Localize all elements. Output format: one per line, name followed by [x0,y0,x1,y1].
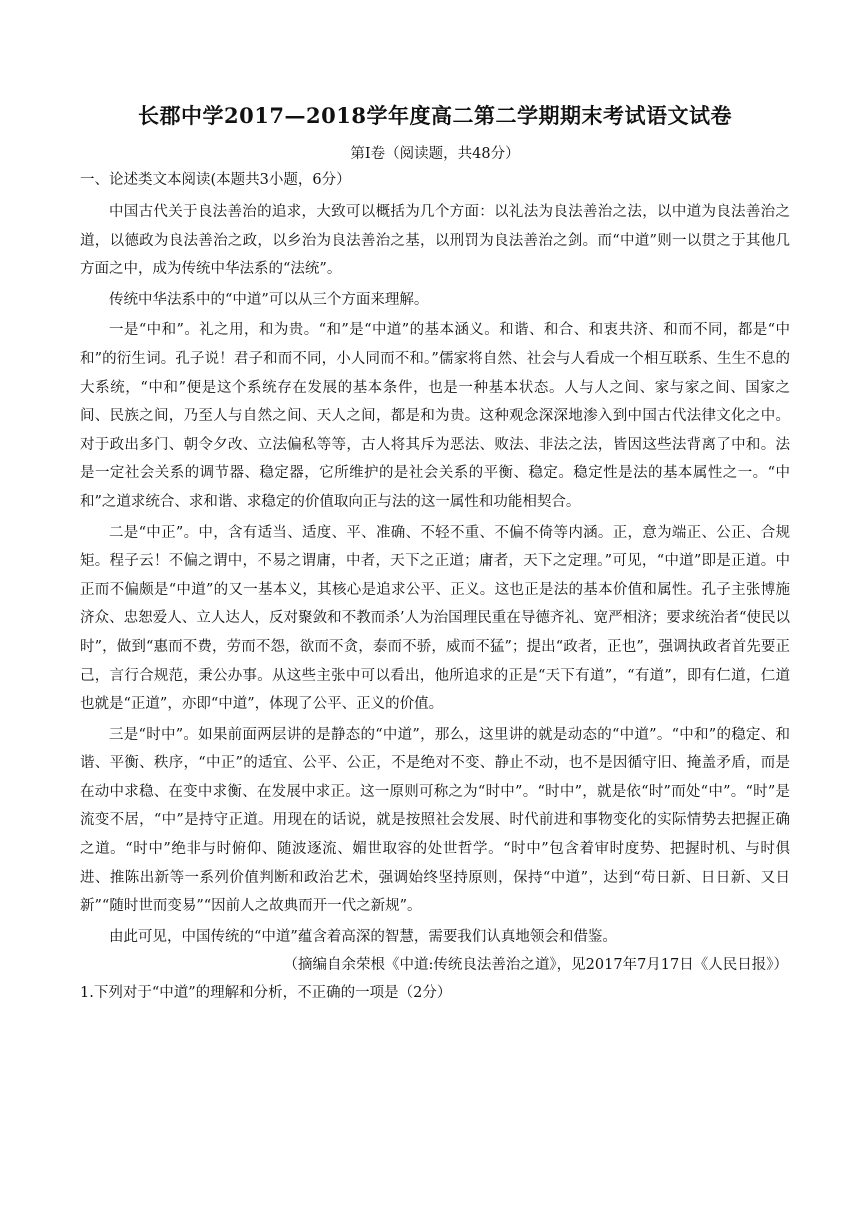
passage-paragraph-1: 中国古代关于良法善治的追求，大致可以概括为几个方面：以礼法为良法善治之法，以中道为良法善治之道，以德政为良法善治之政，以乡治为良法善治之基，以刑罚为良法善治之剑。而“中道”则一以贯之于其他几方面之中，成为传统中华法系的“法统”。 [80,204,790,278]
passage-paragraph-3: 一是“中和”。礼之用，和为贵。“和”是“中道”的基本涵义。和谐、和合、和衷共济、和而不同，都是“中和”的衍生词。孔子说！君子和而不同，小人同而不和。”儒家将自然、社会与人看成一个相互联系、生生不息的大系统，“中和”便是这个系统存在发展的基本条件，也是一种基本状态。人与人之间、家与家之间、国家之间、民族之间，乃至人与自然之间、天人之间，都是和为贵。这种观念深深地渗入到中国古代法律文化之中。对于政出多门、朝令夕改、立法偏私等等，古人将其斥为恶法、败法、非法之法，皆因这些法背离了中和。法是一定社会关系的调节器、稳定器，它所维护的是社会关系的平衡、稳定。稳定性是法的基本属性之一。“中和”之道求统合、求和谐、求稳定的价值取向正与法的这一属性和功能相契合。 [80,322,790,510]
passage-paragraph-5: 三是“时中”。如果前面两层讲的是静态的“中道”，那么，这里讲的就是动态的“中道”。“中和”的稳定、和谐、平衡、秩序，“中正”的适宜、公平、公正，不是绝对不变、静止不动，也不是因循守旧、掩盖矛盾，而是在动中求稳、在变中求衡、在发展中求正。这一原则可称之为“时中”。“时中”，就是依“时”而处“中”。“时”是流变不居，“中”是持守正道。用现在的话说，就是按照社会发展、时代前进和事物变化的实际情势去把握正确之道。“时中”绝非与时俯仰、随波逐流、媚世取容的处世哲学。“时中”包含着审时度势、把握时机、与时俱进、推陈出新等一系列价值判断和政治艺术，强调始终坚持原则，保持“中道”，达到“苟日新、日日新、又日新”“随时世而变易”“因前人之故典而开一代之新规”。 [80,726,790,915]
passage-paragraph-6: 由此可见，中国传统的“中道”蕴含着高深的智慧，需要我们认真地领会和借鉴。 [109,928,617,945]
exam-title: 长郡中学2017—2018学年度高二第二学期期末考试语文试卷 [138,103,732,128]
passage-paragraph-4: 二是“中正”。中，含有适当、适度、平、准确、不轻不重、不偏不倚等内涵。正，意为端正、公正、合规矩。程子云！不偏之谓中，不易之谓庸，中者，天下之正道；庸者，天下之定理。”可见，“中道”即是正道。中正而不偏颇是“中道”的又一基本义，其核心是追求公平、正义。这也正是法的基本价值和属性。孔子主张博施济众、忠恕爱人、立人达人，反对聚敛和不教而杀’人为治国理民重在导德齐礼、宽严相济；要求统治者“使民以时”，做到“惠而不费，劳而不怨，欲而不贪，泰而不骄，威而不猛”；提出“政者，正也”，强调执政者首先要正己，言行合规范，秉公办事。从这些主张中可以看出，他所追求的正是“天下有道”，“有道”，即有仁道，仁道也就是“正道”，亦即“中道”，体现了公平、正义的价值。 [80,524,790,713]
source-citation: （摘编自余荣根《中道:传统良法善治之道》，见2017年7月17日《人民日报》） [283,957,788,974]
volume-subtitle: 第Ⅰ卷（阅读题，共48分） [350,146,520,162]
question-1: 1.下列对于“中道”的理解和分析，不正确的一项是（2分） [80,985,452,1002]
section-heading: 一、论述类文本阅读(本题共3小题，6分） [80,172,351,188]
passage-paragraph-2: 传统中华法系中的“中道”可以从三个方面来理解。 [109,291,429,308]
